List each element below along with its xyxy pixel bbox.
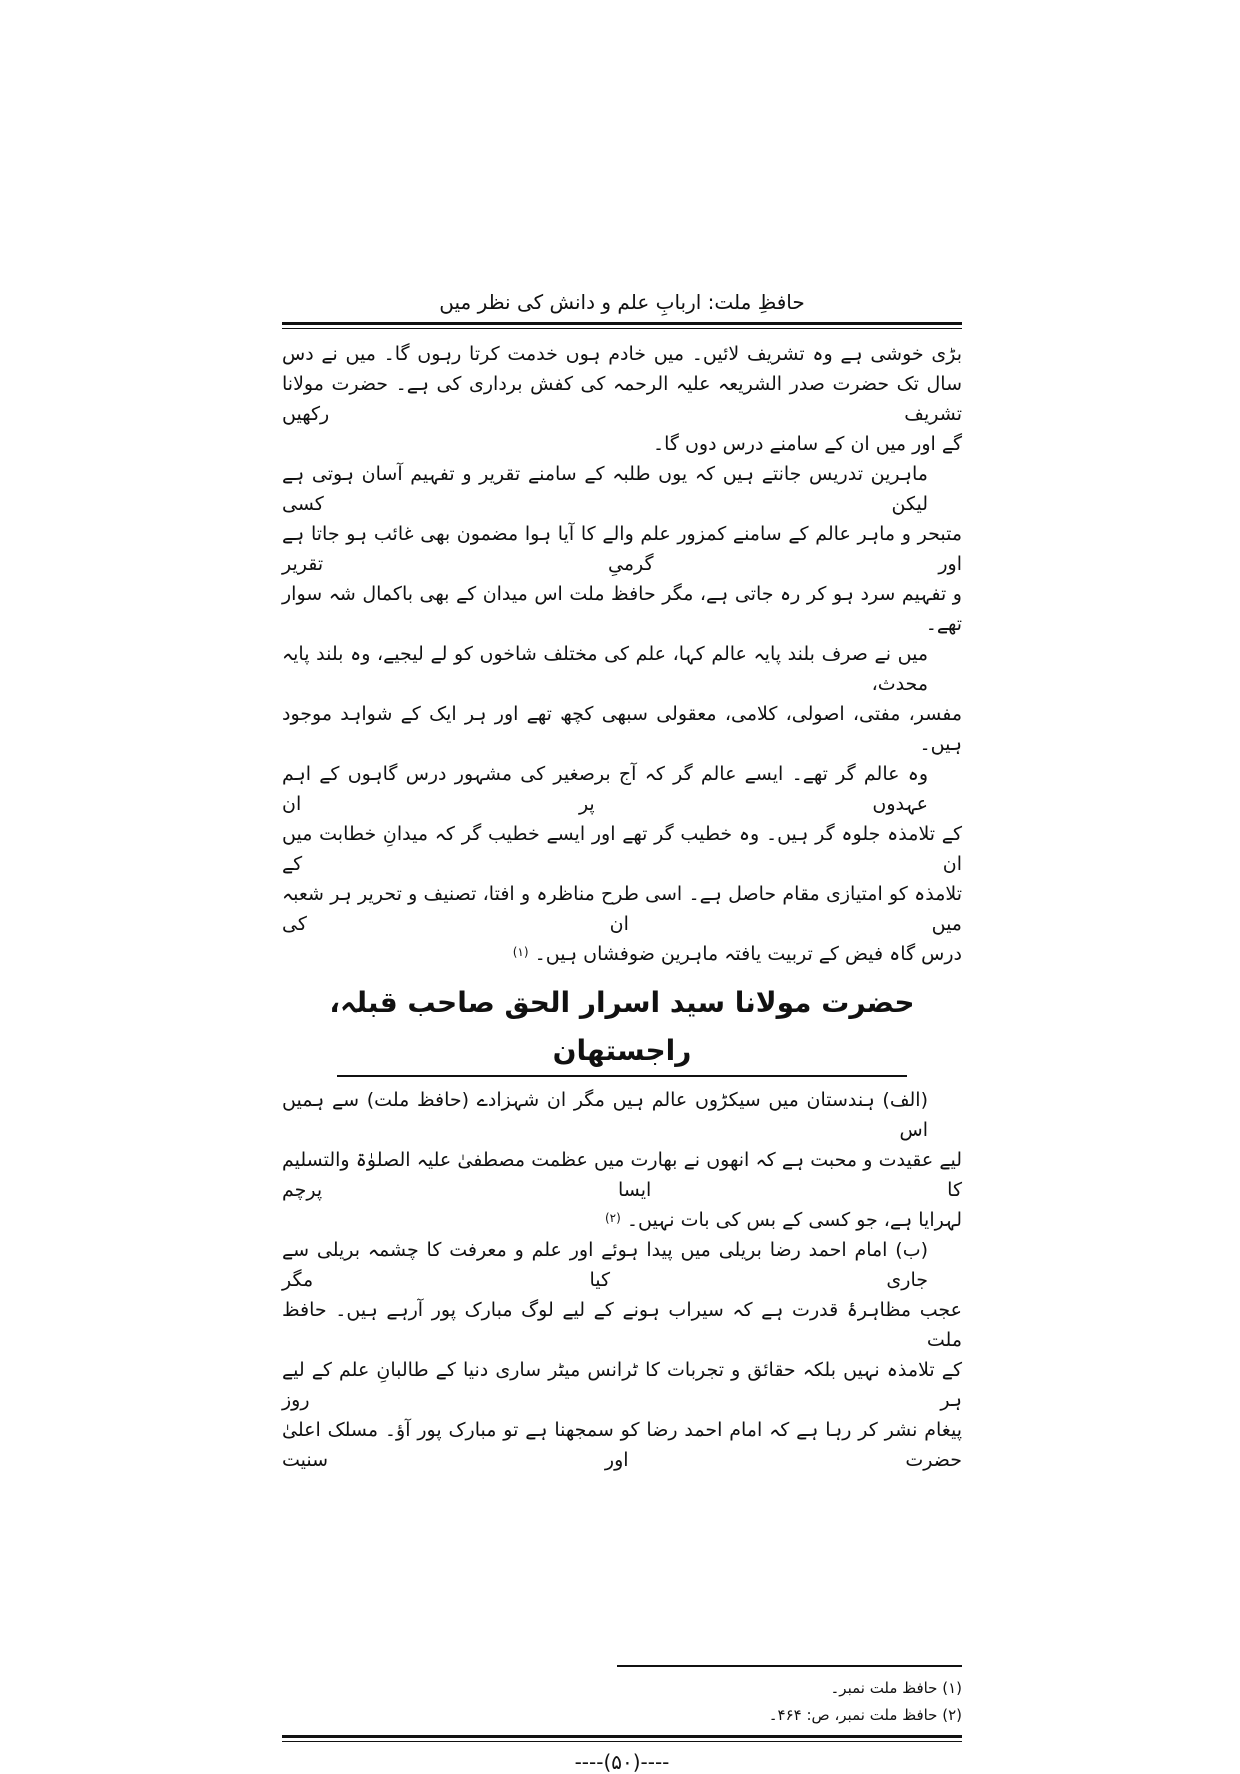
- text-line: کے تلامذہ جلوہ گر ہیں۔ وہ خطیب گر تھے اور ایسے خطیب گر کہ میدانِ خطابت میں ان کے: [282, 823, 962, 875]
- footnote-ref-2[interactable]: (۲): [604, 1211, 621, 1225]
- text-line: بڑی خوشی ہے وہ تشریف لائیں۔ میں خادم ہوں خدمت کرتا رہوں گا۔ میں نے دس: [282, 343, 962, 365]
- text-line: تلامذہ کو امتیازی مقام حاصل ہے۔ اسی طرح مناظرہ و افتا، تصنیف و تحریر ہر شعبہ میں ان کی: [282, 883, 962, 935]
- text-line: وہ عالم گر تھے۔ ایسے عالم گر کہ آج برصغیر کی مشہور درس گاہوں کے اہم عہدوں پر ان: [282, 763, 928, 815]
- header-double-rule: [282, 322, 962, 329]
- paragraph-2: [282, 459, 962, 639]
- text-line: ماہرین تدریس جانتے ہیں کہ یوں طلبہ کے سامنے تقریر و تفہیم آسان ہوتی ہے لیکن کسی: [282, 463, 928, 515]
- text-line: (ب) امام احمد رضا بریلی میں پیدا ہوئے اور علم و معرفت کا چشمہ بریلی سے جاری کیا مگر: [282, 1239, 928, 1291]
- text-line: و تفہیم سرد ہو کر رہ جاتی ہے، مگر حافظ ملت اس میدان کے بھی باکمال شہ سوار تھے۔: [282, 583, 962, 635]
- text-line: متبحر و ماہر عالم کے سامنے کمزور علم والے کا آیا ہوا مضمون بھی غائب ہو جاتا ہے اور گرمیِ تقریر: [282, 523, 962, 575]
- page-number: ----(۵۰)----: [574, 1750, 670, 1774]
- section-heading: حضرت مولانا سید اسرار الحق صاحب قبلہ، راجستھان: [329, 986, 915, 1067]
- paragraph-3: [282, 639, 962, 759]
- text-line: سال تک حضرت صدر الشریعہ علیہ الرحمہ کی کفش برداری کی ہے۔ حضرت مولانا تشریف رکھیں: [282, 373, 962, 425]
- document-page: [282, 282, 962, 1774]
- running-header: حافظِ ملت: اربابِ علم و دانش کی نظر میں: [439, 290, 805, 314]
- text-line: پیغام نشر کر رہا ہے کہ امام احمد رضا کو سمجھنا ہے تو مبارک پور آؤ۔ مسلک اعلیٰ حضرت اور سنیت: [282, 1419, 962, 1471]
- text-line: کے تلامذہ نہیں بلکہ حقائق و تجربات کا ٹرانس میٹر ساری دنیا کے طالبانِ علم کے لیے ہر روز: [282, 1359, 962, 1411]
- text-line: مفسر، مفتی، اصولی، کلامی، معقولی سبھی کچھ تھے اور ہر ایک کے شواہد موجود ہیں۔: [282, 703, 962, 755]
- paragraph-4: [282, 759, 962, 969]
- paragraph-1: [282, 339, 962, 459]
- text-segment: لہرایا ہے، جو کسی کے بس کی بات نہیں۔: [626, 1209, 962, 1231]
- text-line: عجب مظاہرۂ قدرت ہے کہ سیراب ہونے کے لیے لوگ مبارک پور آرہے ہیں۔ حافظ ملت: [282, 1299, 962, 1351]
- paragraph-5: [282, 1085, 962, 1235]
- text-line: میں نے صرف بلند پایہ عالم کہا، علم کی مختلف شاخوں کو لے لیجیے، وہ بلند پایہ محدث،: [282, 643, 928, 695]
- footnote-rule: [617, 1665, 962, 1667]
- text-line: (الف) ہندستان میں سیکڑوں عالم ہیں مگر ان شہزادے (حافظ ملت) سے ہمیں اس: [282, 1089, 928, 1141]
- text-line: [282, 1205, 962, 1235]
- footer-double-rule: [282, 1735, 962, 1742]
- text-line: لیے عقیدت و محبت ہے کہ انھوں نے بھارت میں عظمت مصطفیٰ علیہ الصلوٰۃ والتسلیم کا ایسا پرچم: [282, 1149, 962, 1201]
- footnote-2: (۲) حافظ ملت نمبر، ص: ۴۶۴۔: [768, 1706, 962, 1724]
- footnote-1: (۱) حافظ ملت نمبر۔: [830, 1679, 962, 1697]
- text-line: [282, 939, 962, 969]
- text-segment: درس گاہ فیض کے تربیت یافتہ ماہرین ضوفشاں ہیں۔: [534, 943, 962, 965]
- heading-underline: [337, 1075, 907, 1077]
- paragraph-6: [282, 1235, 962, 1475]
- text-line: گے اور میں ان کے سامنے درس دوں گا۔: [652, 433, 962, 455]
- footnote-ref-1[interactable]: (۱): [512, 945, 529, 959]
